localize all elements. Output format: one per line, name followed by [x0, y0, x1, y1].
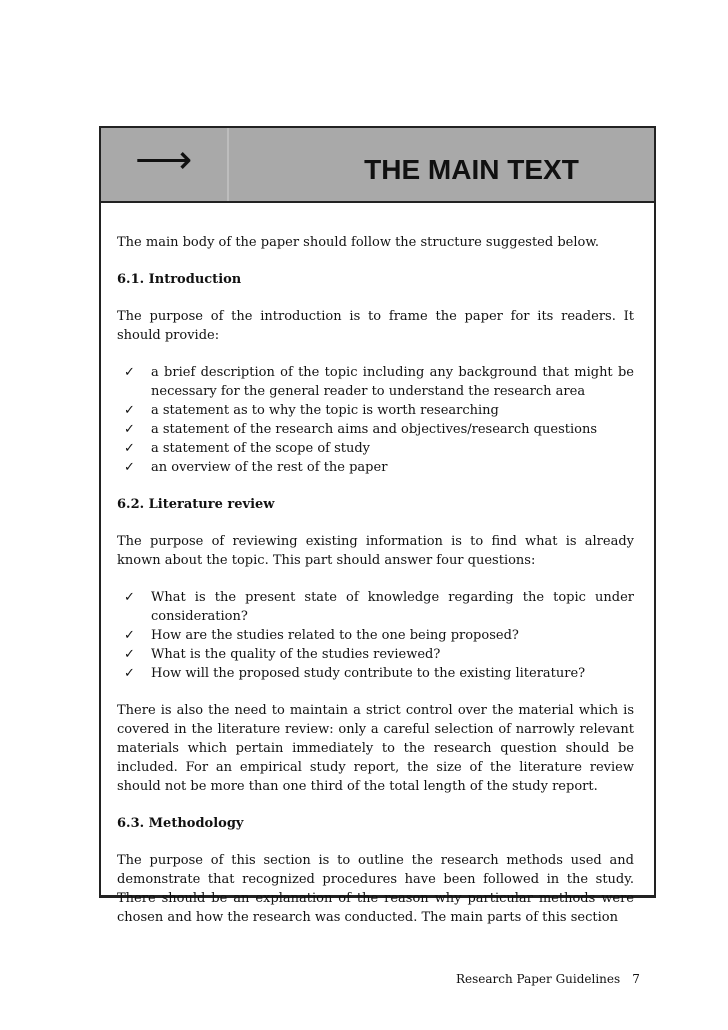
check-icon: ✓ [124, 403, 135, 418]
introduction-checklist [117, 363, 634, 477]
heading-literature-review: 6.2. Literature review [117, 497, 275, 512]
list-item: ✓ an overview of the rest of the paper [124, 460, 388, 475]
list-item: ✓ a statement as to why the topic is worth researching [124, 403, 499, 418]
literature-review-checklist [117, 588, 634, 683]
check-icon: ✓ [124, 441, 135, 456]
check-icon: ✓ [124, 647, 135, 662]
check-icon: ✓ [124, 365, 135, 380]
check-icon: ✓ [124, 628, 135, 643]
check-icon: ✓ [124, 422, 135, 437]
footer-label: Research Paper Guidelines [456, 972, 621, 986]
arrow-icon: ⟶ [135, 137, 193, 183]
intro-line: The main body of the paper should follow the structure suggested below. [117, 235, 600, 250]
section-title: THE MAIN TEXT [364, 154, 579, 185]
page-footer [456, 971, 640, 987]
list-item: ✓ How are the studies related to the one being proposed? [124, 628, 519, 643]
check-icon: ✓ [124, 666, 135, 681]
section-header [101, 128, 654, 203]
check-icon: ✓ [124, 590, 135, 605]
check-icon: ✓ [124, 460, 135, 475]
introduction-text: The purpose of the introduction is to frame the paper for its readers. It should provide: [117, 309, 634, 343]
list-item: ✓ a brief description of the topic including any background that might be necessary for the general reader to understand the research area [124, 365, 634, 399]
list-item: ✓ How will the proposed study contribute to the existing literature? [124, 666, 586, 681]
list-item: ✓ What is the present state of knowledge regarding the topic under consideration? [124, 590, 634, 624]
list-item: ✓ a statement of the research aims and objectives/research questions [124, 422, 597, 437]
list-item: ✓ a statement of the scope of study [124, 441, 371, 456]
page-number: 7 [632, 972, 640, 986]
heading-introduction: 6.1. Introduction [117, 272, 242, 287]
list-item: ✓ What is the quality of the studies reviewed? [124, 647, 441, 662]
main-text [117, 233, 634, 927]
methodology-text: The purpose of this section is to outline the research methods used and demonstrate that recognized procedures have been followed in the study. There should be an explanation of the reason why particular methods were chosen and how the research was conducted. The main parts of this section [117, 853, 634, 925]
content-frame [99, 126, 656, 925]
literature-review-closing: There is also the need to maintain a strict control over the material which is covered in the literature review: only a careful selection of narrowly relevant materials which pertain immediately to the research question should be included. For an empirical study report, the size of the literature review should not be more than one third of the total length of the study report. [117, 703, 634, 794]
literature-review-text: The purpose of reviewing existing information is to find what is already known about the topic. This part should answer four questions: [117, 534, 634, 568]
heading-methodology: 6.3. Methodology [117, 816, 244, 831]
